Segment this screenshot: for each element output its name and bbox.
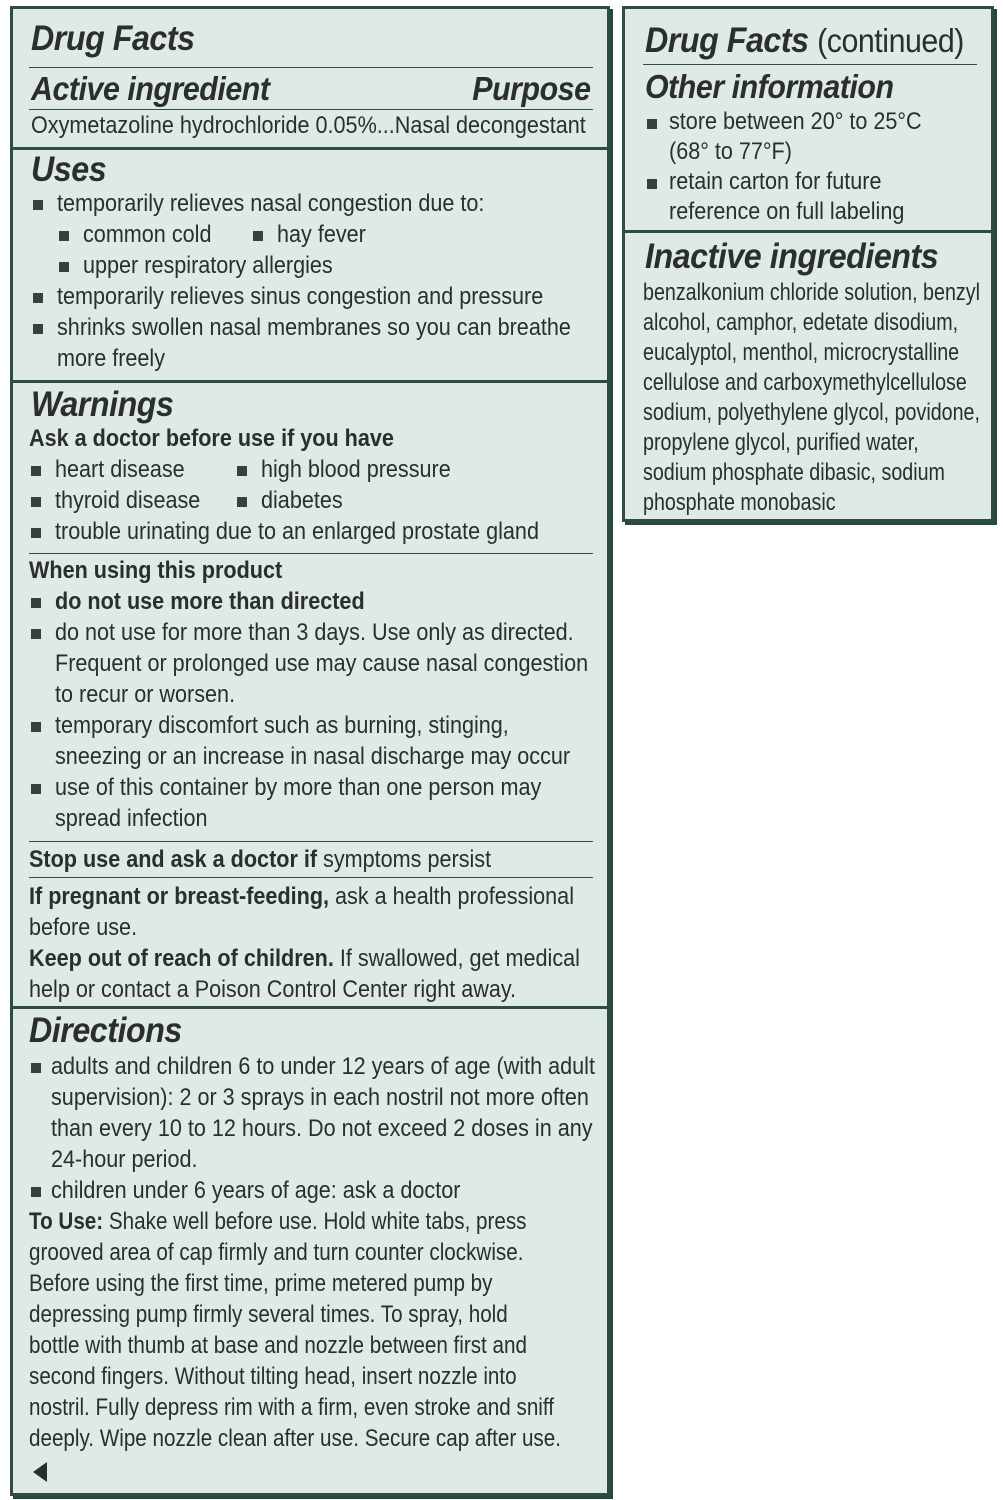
purpose-heading: Purpose: [472, 70, 591, 107]
inactive-line: cellulose and carboxymethylcellulose: [643, 369, 967, 396]
bullet-icon: [647, 119, 657, 129]
keep-out-line-continued: help or contact a Poison Control Center right away.: [29, 976, 517, 1003]
bullet-icon: [59, 262, 69, 272]
condition-item: heart disease: [55, 456, 185, 483]
bullet-icon: [31, 1187, 41, 1197]
bullet-icon: [31, 466, 41, 476]
bullet-icon: [33, 200, 43, 210]
condition-item: trouble urinating due to an enlarged prostate gland: [55, 518, 539, 545]
other-info-item: store between 20° to 25°C: [669, 108, 922, 135]
direction-item-continued: than every 10 to 12 hours. Do not exceed 2 doses in any: [51, 1115, 593, 1142]
continued-title-main: Drug Facts: [645, 21, 809, 60]
inactive-line: sodium phosphate dibasic, sodium: [643, 459, 945, 486]
to-use-text: Shake well before use. Hold white tabs, press: [103, 1208, 527, 1235]
when-using-item: temporary discomfort such as burning, stinging,: [55, 712, 509, 739]
to-use-line: depressing pump firmly several times. To spray, hold: [29, 1301, 508, 1328]
uses-subitem: upper respiratory allergies: [83, 252, 333, 279]
ask-doctor-heading: Ask a doctor before use if you have: [29, 425, 394, 452]
inactive-line: alcohol, camphor, edetate disodium,: [643, 309, 959, 336]
when-using-heading: When using this product: [29, 557, 283, 584]
bullet-icon: [31, 1063, 41, 1073]
pregnancy-line: [29, 881, 574, 912]
bullet-icon: [647, 179, 657, 189]
panel-title: Drug Facts: [31, 19, 195, 58]
stop-use-text: symptoms persist: [317, 846, 492, 873]
keep-out-line: [29, 943, 580, 974]
direction-item: children under 6 years of age: ask a doctor: [51, 1177, 461, 1204]
divider: [643, 64, 977, 65]
bullet-icon: [31, 629, 41, 639]
when-using-item-continued: sneezing or an increase in nasal discharge may occur: [55, 743, 571, 770]
to-use-line: Before using the first time, prime metered pump by: [29, 1270, 493, 1297]
left-arrow-icon: [31, 1461, 49, 1483]
bullet-icon: [33, 324, 43, 334]
when-using-item: do not use for more than 3 days. Use only as directed.: [55, 619, 574, 646]
pregnancy-text: ask a health professional: [329, 883, 574, 910]
other-info-item: retain carton for future: [669, 168, 882, 195]
uses-subitem: hay fever: [277, 221, 366, 248]
warnings-section: [13, 380, 607, 1008]
keep-out-text: If swallowed, get medical: [333, 945, 580, 972]
condition-item: thyroid disease: [55, 487, 201, 514]
to-use-label: To Use:: [29, 1208, 104, 1235]
to-use-line: grooved area of cap firmly and turn counter clockwise.: [29, 1239, 524, 1266]
drug-facts-panel: [10, 6, 610, 1496]
direction-item-continued: supervision): 2 or 3 sprays in each nostril not more often: [51, 1084, 589, 1111]
warnings-heading: Warnings: [31, 385, 174, 424]
other-info-item-continued: reference on full labeling: [669, 198, 905, 225]
bullet-icon: [31, 598, 41, 608]
inactive-ingredients-heading: Inactive ingredients: [645, 237, 939, 276]
directions-heading: Directions: [29, 1011, 182, 1050]
divider: [29, 841, 593, 842]
when-using-item: use of this container by more than one person may: [55, 774, 542, 801]
stop-use-line: [29, 844, 491, 875]
other-information-heading: Other information: [645, 68, 894, 105]
stop-use-label: Stop use and ask a doctor if: [29, 846, 318, 873]
condition-item: high blood pressure: [261, 456, 451, 483]
active-ingredient-heading: Active ingredient: [31, 70, 270, 107]
when-using-item-continued: to recur or worsen.: [55, 681, 236, 708]
other-info-item-continued: (68° to 77°F): [669, 138, 792, 165]
bullet-icon: [31, 784, 41, 794]
to-use-line: deeply. Wipe nozzle clean after use. Secure cap after use.: [29, 1425, 561, 1452]
other-information-section: [625, 9, 991, 231]
inactive-line: phosphate monobasic: [643, 489, 836, 516]
bullet-icon: [31, 497, 41, 507]
condition-item: diabetes: [261, 487, 343, 514]
inactive-line: propylene glycol, purified water,: [643, 429, 919, 456]
active-ingredient-line: [31, 110, 586, 141]
direction-item: adults and children 6 to under 12 years of age (with adult: [51, 1053, 595, 1080]
when-using-item-continued: Frequent or prolonged use may cause nasal congestion: [55, 650, 589, 677]
keep-out-label: Keep out of reach of children.: [29, 945, 334, 972]
uses-item-continued: more freely: [57, 345, 166, 372]
uses-item: shrinks swollen nasal membranes so you can breathe: [57, 314, 571, 341]
bullet-icon: [237, 497, 247, 507]
inactive-line: eucalyptol, menthol, microcrystalline: [643, 339, 960, 366]
bullet-icon: [31, 528, 41, 538]
uses-section: [13, 147, 607, 383]
divider: [29, 877, 593, 878]
to-use-line: bottle with thumb at base and nozzle between first and: [29, 1332, 527, 1359]
uses-subitem: common cold: [83, 221, 212, 248]
bullet-icon: [31, 722, 41, 732]
when-using-item: do not use more than directed: [55, 588, 365, 615]
bullet-icon: [253, 231, 263, 241]
inactive-line: benzalkonium chloride solution, benzyl: [643, 279, 980, 306]
when-using-item-continued: spread infection: [55, 805, 208, 832]
divider: [29, 67, 593, 68]
active-ingredient-section: [13, 9, 607, 147]
to-use-line: [29, 1206, 527, 1237]
leader-dots: ...: [376, 112, 395, 139]
bullet-icon: [237, 466, 247, 476]
uses-heading: Uses: [31, 150, 107, 189]
pregnancy-line-continued: before use.: [29, 914, 138, 941]
direction-item-continued: 24-hour period.: [51, 1146, 198, 1173]
uses-item: temporarily relieves sinus congestion and pressure: [57, 283, 544, 310]
bullet-icon: [59, 231, 69, 241]
drug-facts-continued-panel: [622, 6, 994, 522]
pregnancy-label: If pregnant or breast-feeding,: [29, 883, 330, 910]
inactive-ingredients-section: [625, 230, 991, 519]
ingredient-name: Oxymetazoline hydrochloride 0.05%: [31, 112, 377, 139]
bullet-icon: [33, 293, 43, 303]
to-use-line: second fingers. Without tilting head, insert nozzle into: [29, 1363, 517, 1390]
ingredient-purpose: Nasal decongestant: [394, 112, 586, 139]
directions-section: [13, 1006, 607, 1493]
inactive-line: sodium, polyethylene glycol, povidone,: [643, 399, 980, 426]
to-use-line: nostril. Fully depress rim with a firm, even stroke and sniff: [29, 1394, 554, 1421]
divider: [29, 553, 593, 554]
continued-title: [645, 23, 964, 59]
uses-item: temporarily relieves nasal congestion due to:: [57, 190, 485, 217]
continued-title-suffix: (continued): [817, 22, 964, 59]
